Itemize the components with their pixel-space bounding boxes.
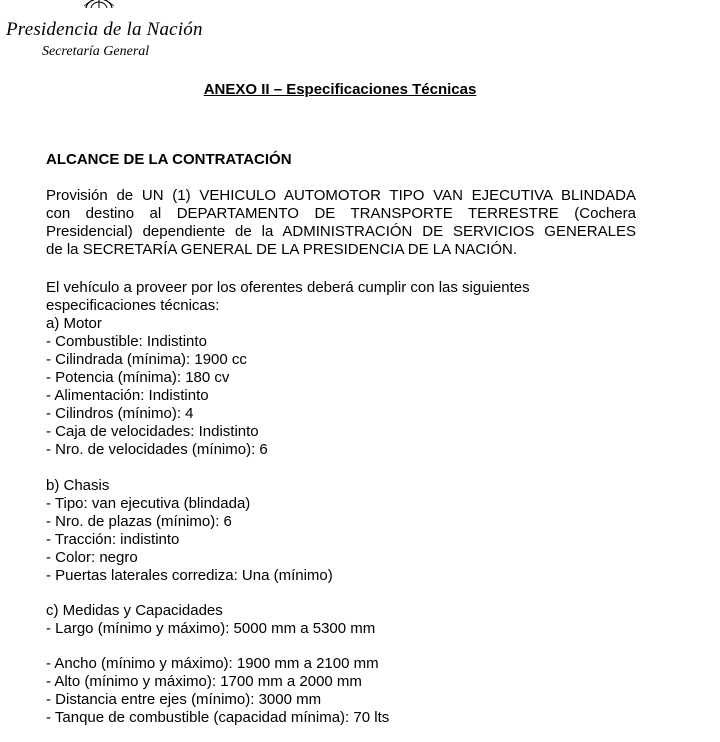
- motor-item: - Potencia (mínima): 180 cv: [46, 369, 230, 386]
- medidas-section-continued: [46, 655, 606, 727]
- intro-line: con destino al DEPARTAMENTO DE TRANSPORTE TERRESTRE (Cochera: [46, 205, 636, 222]
- chasis-item: - Puertas laterales corrediza: Una (mínimo): [46, 567, 333, 584]
- national-seal-icon: [82, 0, 116, 8]
- motor-item: - Nro. de velocidades (mínimo): 6: [46, 441, 268, 458]
- motor-section: [46, 315, 606, 459]
- medidas-item: - Largo (mínimo y máximo): 5000 mm a 5300 mm: [46, 620, 376, 637]
- motor-item: - Combustible: Indistinto: [46, 333, 207, 350]
- intro-line: Provisión de UN (1) VEHICULO AUTOMOTOR TIPO VAN EJECUTIVA BLINDADA: [46, 187, 636, 204]
- medidas-title: c) Medidas y Capacidades: [46, 602, 223, 619]
- requirements-line: El vehículo a proveer por los oferentes deberá cumplir con las siguientes: [46, 279, 530, 296]
- annex-title: ANEXO II – Especificaciones Técnicas: [203, 81, 477, 98]
- intro-paragraph: [46, 187, 636, 259]
- requirements-line: especificaciones técnicas:: [46, 297, 220, 314]
- medidas-item: - Tanque de combustible (capacidad mínima): 70 lts: [46, 709, 390, 726]
- motor-item: - Caja de velocidades: Indistinto: [46, 423, 259, 440]
- section-heading: ALCANCE DE LA CONTRATACIÓN: [46, 151, 292, 168]
- chasis-item: - Nro. de plazas (mínimo): 6: [46, 513, 232, 530]
- medidas-item: - Distancia entre ejes (mínimo): 3000 mm: [46, 691, 322, 708]
- medidas-item: - Alto (mínimo y máximo): 1700 mm a 2000 mm: [46, 673, 362, 690]
- motor-item: - Cilindrada (mínima): 1900 cc: [46, 351, 247, 368]
- org-title: Presidencia de la Nación: [6, 19, 203, 40]
- motor-title: a) Motor: [46, 315, 102, 332]
- org-subtitle: Secretaría General: [42, 44, 150, 59]
- intro-line: de la SECRETARÍA GENERAL DE LA PRESIDENCIA DE LA NACIÓN.: [46, 241, 517, 258]
- medidas-item: - Ancho (mínimo y máximo): 1900 mm a 2100 mm: [46, 655, 379, 672]
- medidas-section: [46, 602, 606, 638]
- chasis-item: - Color: negro: [46, 549, 138, 566]
- chasis-title: b) Chasis: [46, 477, 110, 494]
- motor-item: - Cilindros (mínimo): 4: [46, 405, 194, 422]
- chasis-section: [46, 477, 606, 585]
- chasis-item: - Tracción: indistinto: [46, 531, 180, 548]
- motor-item: - Alimentación: Indistinto: [46, 387, 209, 404]
- requirements-paragraph: [46, 279, 606, 315]
- intro-line: Presidencial) dependiente de la ADMINISTRACIÓN DE SERVICIOS GENERALES: [46, 223, 636, 240]
- chasis-item: - Tipo: van ejecutiva (blindada): [46, 495, 251, 512]
